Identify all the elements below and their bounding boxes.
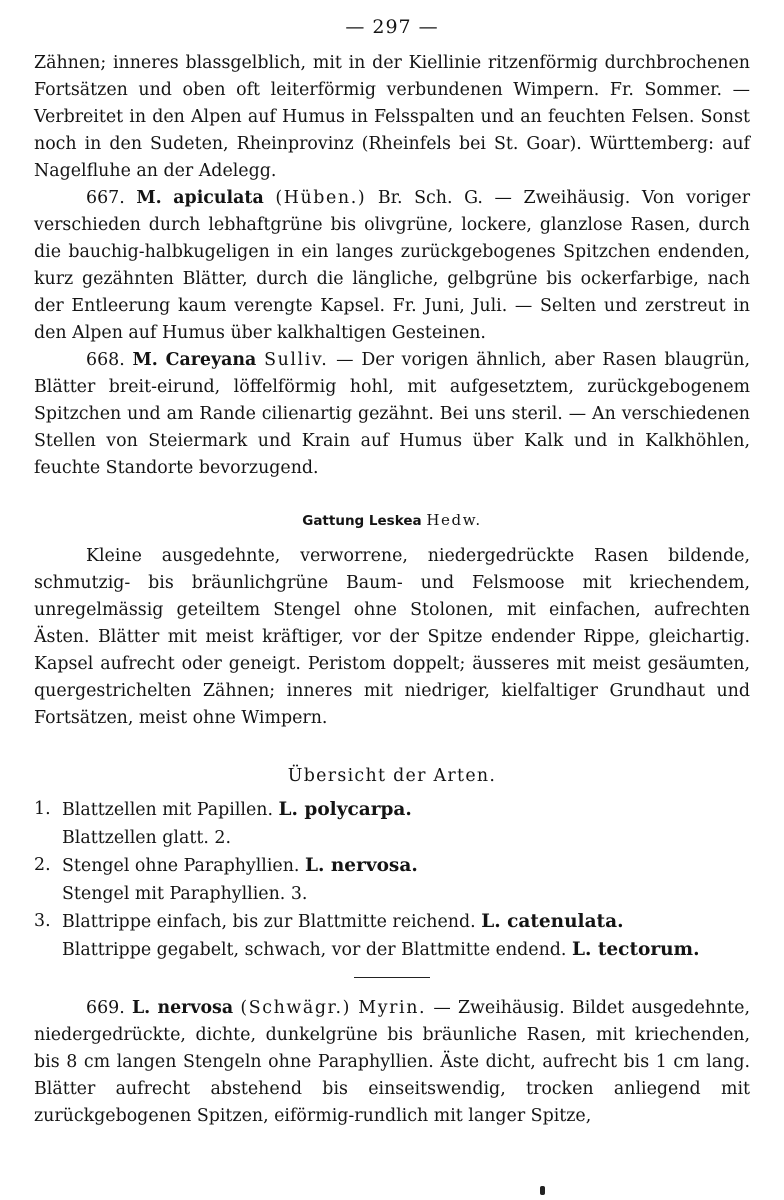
species-epithet: Careyana xyxy=(165,350,257,370)
key-text: Blattrippe einfach, bis zur Blattmitte reichend. xyxy=(62,912,476,932)
species-epithet: nervosa xyxy=(157,998,234,1018)
key-text: Stengel mit Paraphyllien. 3. xyxy=(62,884,308,904)
key-row xyxy=(34,796,750,824)
key-text: Blattzellen glatt. 2. xyxy=(62,828,231,848)
key-number: 1. xyxy=(34,799,51,819)
key-row xyxy=(34,824,750,852)
species-genus: M. xyxy=(132,350,158,370)
key-number: 2. xyxy=(34,855,51,875)
key-number: 3. xyxy=(34,911,51,931)
section-divider xyxy=(354,977,430,978)
ink-speck xyxy=(540,1186,545,1195)
key-row xyxy=(34,908,750,936)
genus-heading-author: Hedw. xyxy=(426,511,482,529)
genus-description: Kleine ausgedehnte, verworrene, niedergedrückte Rasen bildende, schmutzig- bis bräunlichgrüne Baum- und Felsmoose mit kriechendem, unregelmässig geteiltem Stengel ohne Stolonen, mit einfachen, aufrechten Ästen. Blätter mit meist kräftiger, vor der Spitze endender Rippe, gleichartig. Kapsel aufrecht oder geneigt. Peristom doppelt; äusseres mit meist gesäumten, quergestrichelten Zähnen; inneres mit niedriger, kielfaltiger Grundhaut und Fortsätzen, meist ohne Wimpern. xyxy=(34,546,750,728)
species-entry-667 xyxy=(34,185,750,347)
key-number xyxy=(34,936,62,964)
intro-paragraph: Zähnen; inneres blassgelblich, mit in der Kiellinie ritzenförmig durchbrochenen Fortsätzen und oben oft leiterförmig verbundenen Wimpern. Fr. Sommer. — Verbreitet in den Alpen auf Humus in Felsspalten und an feuchten Felsen. Sonst noch in den Sudeten, Rheinprovinz (Rheinfels bei St. Goar). Württemberg: auf Nagelfluhe an der Adelegg. xyxy=(34,53,750,181)
key-result: L. nervosa. xyxy=(304,855,418,876)
species-number: 667. xyxy=(86,188,125,208)
key-text: Blattrippe gegabelt, schwach, vor der Blattmitte endend. xyxy=(62,940,567,960)
genus-heading xyxy=(34,506,750,535)
species-author-rest: Myrin. xyxy=(358,998,427,1018)
key-text: Stengel ohne Paraphyllien. xyxy=(62,856,300,876)
species-author-rest: Br. Sch. G. xyxy=(377,188,483,208)
species-author: Sulliv. xyxy=(264,350,329,370)
species-entry-669 xyxy=(34,995,750,1130)
species-number: 668. xyxy=(86,350,125,370)
key-number xyxy=(34,880,62,908)
key-row xyxy=(34,880,750,908)
key-row xyxy=(34,936,750,964)
key-result: L. tectorum. xyxy=(571,939,700,960)
species-author: (Hüben.) xyxy=(275,188,367,208)
species-text: — Der vorigen ähnlich, aber Rasen blaugrün, Blätter breit-eirund, löffelförmig hohl, mit aufgesetztem, zurückgebogenem Spitzchen und am Rande cilienartig gezähnt. Bei uns steril. — An verschiedenen Stellen von Steiermark und Krain auf Humus über Kalk und in Kalkhöhlen, feuchte Standorte bevorzugend. xyxy=(34,350,751,478)
key-title: Übersicht der Arten. xyxy=(287,766,497,786)
key-result: L. catenulata. xyxy=(481,911,624,932)
species-text: — Zweihäusig. Bildet ausgedehnte, niedergedrückte, dichte, dunkelgrüne bis bräunliche Rasen, mit kriechenden, bis 8 cm langen Stengeln ohne Paraphyllien. Äste dicht, aufrecht bis 1 cm lang. Blätter aufrecht abstehend bis einseitswendig, trocken anliegend mit zurückgebogenen Spitzen, eiförmig-rundlich mit langer Spitze, xyxy=(34,998,750,1126)
genus-heading-label: Gattung Leskea xyxy=(302,513,422,529)
key-text: Blattzellen mit Papillen. xyxy=(62,800,273,820)
species-key xyxy=(34,796,750,964)
species-text: — Zweihäusig. Von voriger verschieden durch lebhaftgrüne bis olivgrüne, lockere, glanzlose Rasen, durch die bauchig-halbkugeligen in ein langes zurückgebogenes Spitzchen endenden, kurz gezähnten Blätter, durch die längliche, gelbgrüne bis ockerfarbige, nach der Entleerung kaum verengte Kapsel. Fr. Juni, Juli. — Selten und zerstreut in den Alpen auf Humus über kalkhaltigen Gesteinen. xyxy=(34,188,751,343)
key-row xyxy=(34,852,750,880)
key-number xyxy=(34,824,62,852)
key-result: L. polycarpa. xyxy=(278,799,412,820)
species-author: (Schwägr.) xyxy=(240,998,352,1018)
species-genus: L. xyxy=(131,998,151,1018)
species-number: 669. xyxy=(86,998,125,1018)
species-epithet: apiculata xyxy=(173,188,264,208)
page-number: — 297 — xyxy=(345,16,439,38)
species-entry-668 xyxy=(34,347,750,482)
species-genus: M. xyxy=(136,188,162,208)
